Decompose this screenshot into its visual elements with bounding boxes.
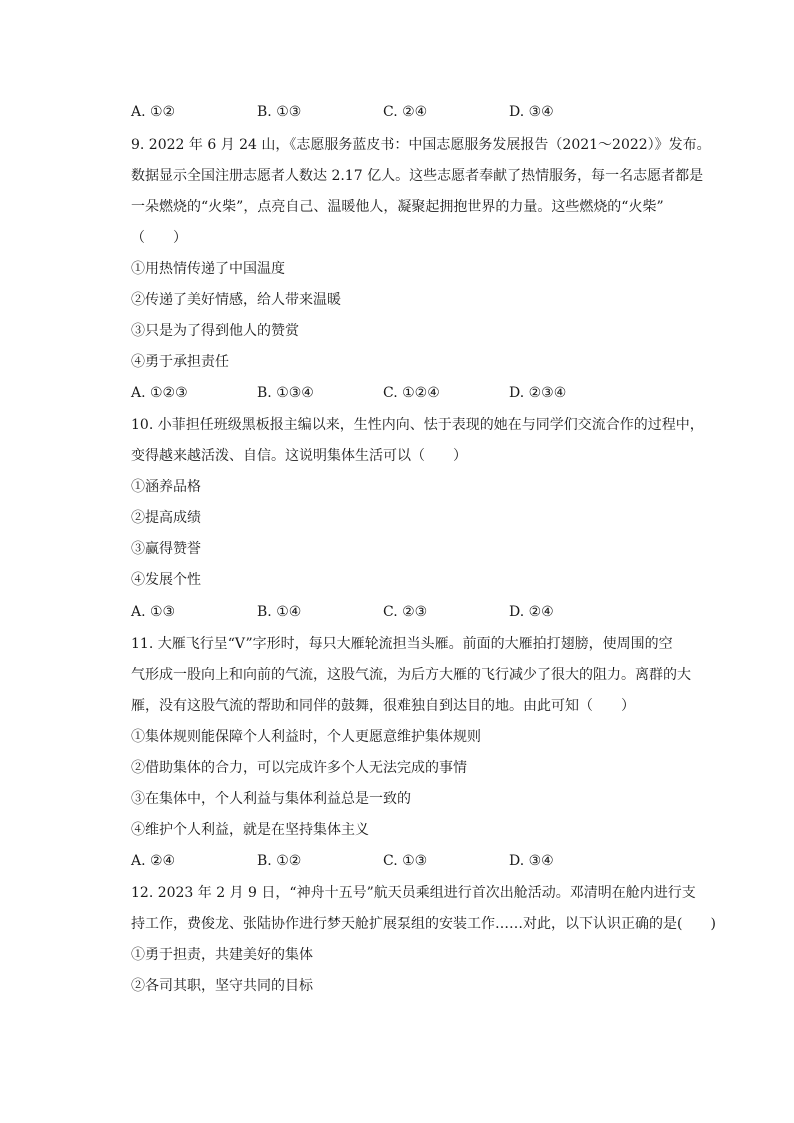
q10-statement-4: ④发展个性 <box>131 572 201 588</box>
q10-text-line-1: 10. 小菲担任班级黑板报主编以来，生性内向、怯于表现的她在与同学们交流合作的过程中， <box>131 417 704 433</box>
q12-statement-2: ②各司其职，坚守共同的目标 <box>131 978 313 994</box>
option-b: B. ①② <box>257 853 302 869</box>
q9-statement-4: ④勇于承担责任 <box>131 354 229 370</box>
q10-options <box>131 602 651 622</box>
option-c: C. ②③ <box>383 604 428 620</box>
q11-statement-4: ④维护个人利益，就是在坚持集体主义 <box>131 822 369 838</box>
q9-answer-blank: （ ） <box>131 230 187 246</box>
q11-statement-1: ①集体规则能保障个人利益时，个人更愿意维护集体规则 <box>131 729 481 745</box>
option-b: B. ①④ <box>257 604 302 620</box>
q12-statement-1: ①勇于担责，共建美好的集体 <box>131 947 313 963</box>
option-c: C. ①③ <box>383 853 428 869</box>
option-a: A. ①③ <box>131 604 176 620</box>
q10-statement-3: ③赢得赞誉 <box>131 541 201 557</box>
option-d: D. ③④ <box>509 104 554 120</box>
q10-text-line-2: 变得越来越活泼、自信。这说明集体生活可以（ ） <box>131 448 467 464</box>
option-d: D. ②④ <box>509 604 554 620</box>
option-c: C. ①②④ <box>383 385 440 401</box>
q12-text-line-2: 持工作，费俊龙、张陆协作进行梦天舱扩展泵组的安装工作……对此，以下认识正确的是( ) <box>131 916 716 932</box>
q11-text-line-1: 11. 大雁飞行呈“V”字形时，每只大雁轮流担当头雁。前面的大雁拍打翅膀，使周围的空 <box>131 636 673 652</box>
q12-text-line-1: 12. 2023 年 2 月 9 日，“神舟十五号”航天员乘组进行首次出舱活动。邓清明在舱内进行支 <box>131 885 696 901</box>
option-d: D. ②③④ <box>509 385 567 401</box>
option-b: B. ①③④ <box>257 385 314 401</box>
top-options <box>131 102 651 122</box>
q11-statement-3: ③在集体中，个人利益与集体利益总是一致的 <box>131 791 411 807</box>
q11-options <box>131 851 651 871</box>
q9-options <box>131 383 651 403</box>
option-b: B. ①③ <box>257 104 302 120</box>
q9-text-line-1: 9. 2022 年 6 月 24 山，《志愿服务蓝皮书：中国志愿服务发展报告（2021～2022）》发布。 <box>131 137 711 153</box>
q10-statement-2: ②提高成绩 <box>131 510 201 526</box>
option-a: A. ②④ <box>131 853 176 869</box>
option-c: C. ②④ <box>383 104 428 120</box>
q9-statement-1: ①用热情传递了中国温度 <box>131 261 285 277</box>
q9-text-line-2: 数据显示全国注册志愿者人数达 2.17 亿人。这些志愿者奉献了热情服务，每一名志愿者都是 <box>131 168 704 184</box>
option-a: A. ①② <box>131 104 176 120</box>
q11-statement-2: ②借助集体的合力，可以完成许多个人无法完成的事情 <box>131 760 467 776</box>
q9-statement-2: ②传递了美好情感，给人带来温暖 <box>131 292 341 308</box>
option-a: A. ①②③ <box>131 385 188 401</box>
q11-text-line-2: 气形成一股向上和向前的气流，这股气流，为后方大雁的飞行减少了很大的阻力。离群的大 <box>131 667 691 683</box>
q10-statement-1: ①涵养品格 <box>131 479 201 495</box>
option-d: D. ③④ <box>509 853 554 869</box>
q9-statement-3: ③只是为了得到他人的赞赏 <box>131 323 299 339</box>
q9-text-line-3: 一朵燃烧的“火柴”，点亮自己、温暖他人，凝聚起拥抱世界的力量。这些燃烧的“火柴” <box>131 199 664 215</box>
q11-text-line-3: 雁，没有这股气流的帮助和同伴的鼓舞，很难独自到达目的地。由此可知（ ） <box>131 698 635 714</box>
